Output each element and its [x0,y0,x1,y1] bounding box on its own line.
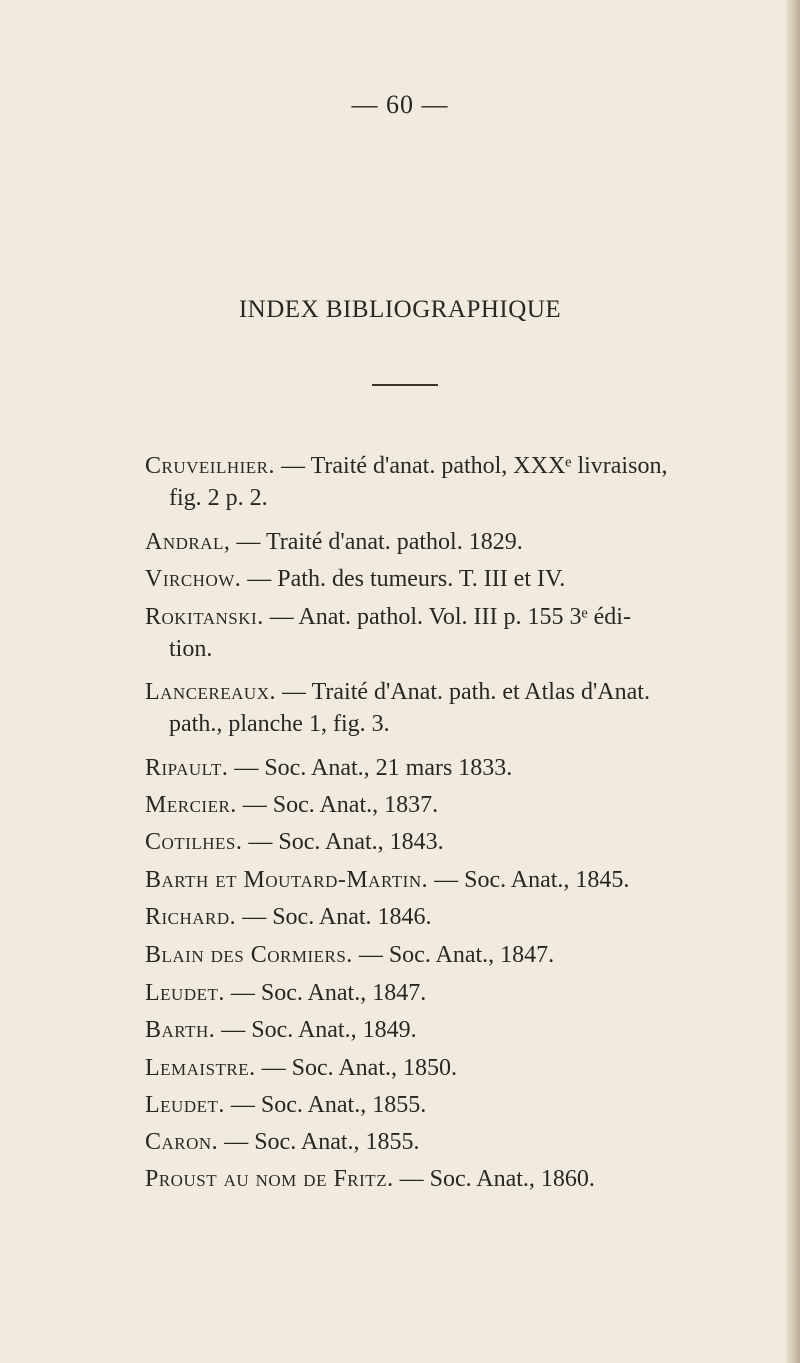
bibliography-entry [145,1126,420,1158]
bibliography-entry [145,676,650,708]
entry-text: — Soc. Anat., 1850. [255,1055,457,1081]
entry-author: Virchow. [145,566,242,592]
entry-author: Blain des Cormiers. [145,942,353,968]
entry-author: Ripault. [145,755,229,781]
entry-author: Proust au nom de Fritz. [145,1166,394,1192]
entry-text: — Traité d'anat. pathol. 1829. [230,529,523,555]
bibliography-entry [145,864,629,896]
entry-text: — Soc. Anat., 1847. [224,980,427,1006]
entry-text: — Soc. Anat., 21 mars 1833. [228,755,513,781]
bibliography-entry [145,789,438,821]
bibliography-entry [145,1163,595,1195]
bibliography-entry [145,601,631,633]
entry-author: Caron. [145,1129,219,1155]
entry-author: Barth et Moutard-Martin. [145,867,429,893]
entry-text: — Path. des tumeurs. T. III et IV. [241,566,566,592]
entry-author: Lemaistre. [145,1055,256,1081]
page-number: — 60 — [351,90,449,119]
bibliography-entry [145,939,554,971]
entry-text: — Soc. Anat., 1855. [218,1129,420,1155]
entry-author: Leudet. [145,1092,225,1118]
title-divider [372,384,438,386]
entry-text: — Traité d'anat. pathol, XXXᵉ livraison, [275,453,668,479]
bibliography-entry [145,752,512,784]
bibliography-entry [145,1089,426,1121]
entry-author: Cotilhes. [145,829,243,855]
entry-author: Lancereaux. [145,679,276,705]
entry-author: Rokitanski. [145,604,264,630]
entry-text: — Soc. Anat., 1837. [236,792,439,818]
entry-text: — Soc. Anat., 1860. [393,1166,595,1192]
entry-author: Andral, [145,529,231,555]
bibliography-entry [145,450,667,482]
entry-text: — Soc. Anat., 1847. [352,942,555,968]
entry-continuation: tion. [169,636,213,662]
entry-author: Barth. [145,1017,216,1043]
entry-continuation: path., planche 1, fig. 3. [169,711,390,737]
entry-text: — Soc. Anat., 1845. [428,867,630,893]
bibliography-entry [145,1052,457,1084]
entry-author: Cruveilhier. [145,453,275,479]
entry-text: — Soc. Anat., 1855. [224,1092,427,1118]
bibliography-entry [145,977,426,1009]
entry-text: — Soc. Anat. 1846. [236,904,432,930]
entry-author: Leudet. [145,980,225,1006]
entry-author: Mercier. [145,792,237,818]
bibliography-entry [145,1014,417,1046]
bibliography-entry [145,901,432,933]
bibliography-entry [145,826,444,858]
entry-text: — Soc. Anat., 1843. [242,829,444,855]
entry-text: — Anat. pathol. Vol. III p. 155 3ᵉ édi- [263,604,631,630]
entry-text: — Traité d'Anat. path. et Atlas d'Anat. [276,679,650,705]
entry-continuation: fig. 2 p. 2. [169,485,268,511]
entry-text: — Soc. Anat., 1849. [215,1017,417,1043]
entry-author: Richard. [145,904,237,930]
bibliography-entry [145,563,565,595]
bibliography-entry [145,526,523,558]
page-edge [786,0,800,1363]
page-title: INDEX BIBLIOGRAPHIQUE [238,296,562,323]
